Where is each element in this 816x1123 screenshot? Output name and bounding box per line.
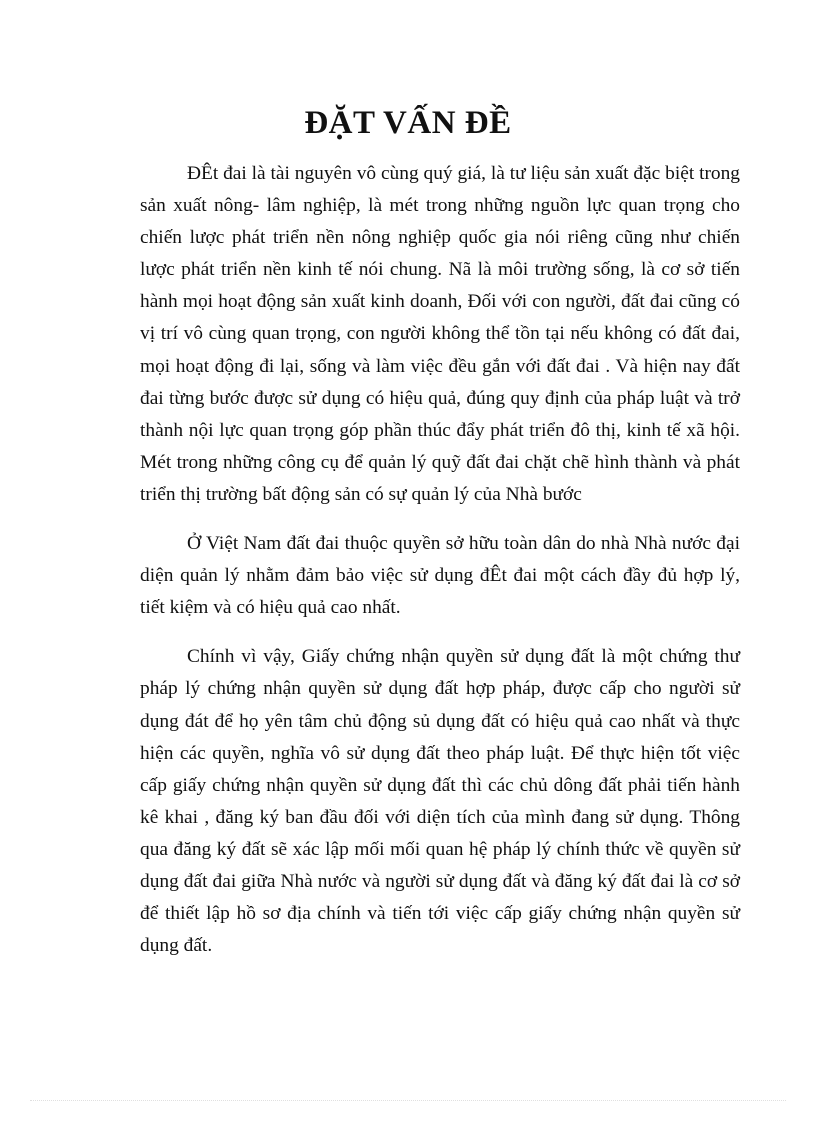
page-title: ĐẶT VẤN ĐỀ	[304, 105, 512, 141]
document-body	[140, 158, 740, 962]
page-bottom-rule	[30, 1100, 786, 1101]
paragraph-3: Chính vì vậy, Giấy chứng nhận quyền sử dụng đất là một chứng thư pháp lý chứng nhận quyền sử dụng đất hợp pháp, được cấp cho người sử dụng đát để họ yên tâm chủ động sủ dụng đất có hiệu quả cao nhất và thực hiện các quyền, nghĩa vô sử dụng đất theo pháp luật. Để thực hiện tốt việc cấp giấy chứng nhận quyền sử dụng đất thì các chủ dông đất phải tiến hành kê khai , đăng ký ban đầu đối với diện tích của mình đang sử dụng. Thông qua đăng ký đất sẽ xác lập mối mối quan hệ pháp lý chính thức về quyền sử dụng đất đai giữa Nhà nước và người sử dụng đất và đăng ký đất đai là cơ sở để thiết lập hồ sơ địa chính và tiến tới việc cấp giấy chứng nhận quyền sử dụng đất.	[140, 646, 740, 957]
paragraph-1: ĐÊt đai là tài nguyên vô cùng quý giá, là tư liệu sản xuất đặc biệt trong sản xuất nông- lâm nghiệp, là mét trong những nguồn lực quan trọng cho chiến lược phát triển nền nông nghiệp quốc gia nói riêng cũng như chiến lược phát triển nền kinh tế nói chung. Nã là môi trường sống, là cơ sở tiến hành mọi hoạt động sản xuất kinh doanh, Đối với con người, đất đai cũng có vị trí vô cùng quan trọng, con người không thể tồn tại nếu không có đất đai, mọi hoạt động đi lại, sống và làm việc đều gắn với đất đai . Và hiện nay đất đai từng bước được sử dụng có hiệu quả, đúng quy định của pháp luật và trở thành nội lực quan trọng góp phần thúc đẩy phát triển đô thị, kinh tế xã hội. Mét trong những công cụ để quản lý quỹ đất đai chặt chẽ hình thành và phát triển thị trường bất động sản có sự quản lý của Nhà bước	[140, 163, 740, 505]
paragraph-2: Ở Việt Nam đất đai thuộc quyền sở hữu toàn dân do nhà Nhà nước đại diện quản lý nhằm đảm bảo việc sử dụng đÊt đai một cách đầy đủ hợp lý, tiết kiệm và có hiệu quả cao nhất.	[140, 533, 740, 619]
